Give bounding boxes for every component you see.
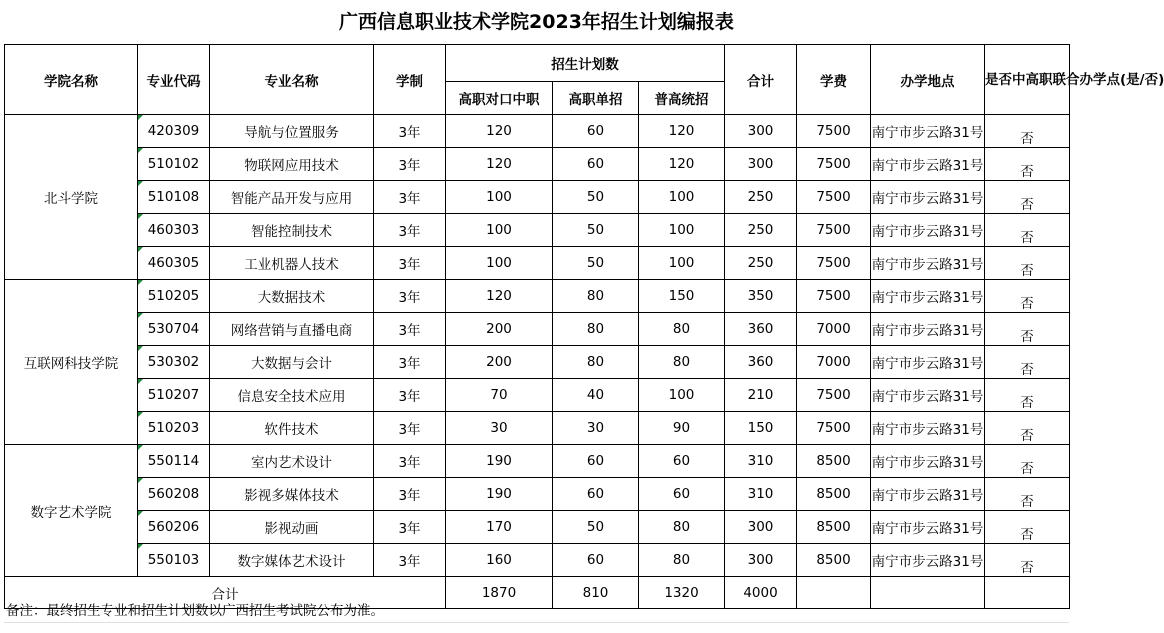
joint-flag-text: 否 bbox=[1020, 494, 1034, 510]
plan-a: 120 bbox=[446, 115, 553, 148]
major-code: 510205 bbox=[138, 280, 210, 313]
plan-a: 200 bbox=[446, 313, 553, 346]
plan-a: 120 bbox=[446, 280, 553, 313]
major-name: 数字媒体艺术设计 bbox=[210, 544, 374, 577]
duration: 3年 bbox=[374, 478, 446, 511]
row-total: 210 bbox=[725, 379, 797, 412]
plan-c: 80 bbox=[639, 346, 725, 379]
plan-c: 150 bbox=[639, 280, 725, 313]
header-row bbox=[5, 45, 1070, 82]
header-plan-a: 高职对口中职 bbox=[446, 82, 553, 115]
table-row bbox=[5, 346, 1070, 379]
joint-flag-text: 否 bbox=[1020, 230, 1034, 246]
location: 南宁市步云路31号 bbox=[871, 379, 985, 412]
major-code: 460303 bbox=[138, 214, 210, 247]
major-name: 影视动画 bbox=[210, 511, 374, 544]
major-code: 550114 bbox=[138, 445, 210, 478]
major-code: 510203 bbox=[138, 412, 210, 445]
location: 南宁市步云路31号 bbox=[871, 280, 985, 313]
plan-b: 50 bbox=[553, 181, 639, 214]
tuition-fee: 7500 bbox=[797, 214, 871, 247]
major-code: 560208 bbox=[138, 478, 210, 511]
joint-flag bbox=[985, 115, 1070, 148]
plan-a: 70 bbox=[446, 379, 553, 412]
joint-flag bbox=[985, 544, 1070, 577]
plan-c: 80 bbox=[639, 544, 725, 577]
row-total: 250 bbox=[725, 247, 797, 280]
sheet-gridline bbox=[4, 622, 1069, 633]
joint-flag-text: 否 bbox=[1020, 428, 1034, 444]
joint-flag bbox=[985, 379, 1070, 412]
table-body bbox=[5, 115, 1070, 577]
major-code: 420309 bbox=[138, 115, 210, 148]
plan-b: 50 bbox=[553, 214, 639, 247]
totals-plan-c: 1320 bbox=[639, 577, 725, 609]
plan-c: 80 bbox=[639, 313, 725, 346]
major-code: 530302 bbox=[138, 346, 210, 379]
plan-c: 100 bbox=[639, 247, 725, 280]
major-name: 影视多媒体技术 bbox=[210, 478, 374, 511]
joint-flag-text: 否 bbox=[1020, 197, 1034, 213]
major-code: 510207 bbox=[138, 379, 210, 412]
location: 南宁市步云路31号 bbox=[871, 115, 985, 148]
totals-joint-empty bbox=[985, 577, 1070, 609]
header-college: 学院名称 bbox=[5, 45, 138, 115]
joint-flag bbox=[985, 148, 1070, 181]
header-total: 合计 bbox=[725, 45, 797, 115]
location: 南宁市步云路31号 bbox=[871, 445, 985, 478]
table-row bbox=[5, 445, 1070, 478]
plan-b: 40 bbox=[553, 379, 639, 412]
joint-flag-text: 否 bbox=[1020, 527, 1034, 543]
row-total: 150 bbox=[725, 412, 797, 445]
tuition-fee: 7500 bbox=[797, 115, 871, 148]
plan-b: 80 bbox=[553, 346, 639, 379]
joint-flag bbox=[985, 214, 1070, 247]
major-name: 工业机器人技术 bbox=[210, 247, 374, 280]
location: 南宁市步云路31号 bbox=[871, 181, 985, 214]
plan-b: 50 bbox=[553, 247, 639, 280]
college-name: 互联网科技学院 bbox=[5, 280, 138, 445]
duration: 3年 bbox=[374, 115, 446, 148]
row-total: 300 bbox=[725, 511, 797, 544]
duration: 3年 bbox=[374, 379, 446, 412]
major-name: 智能控制技术 bbox=[210, 214, 374, 247]
joint-flag bbox=[985, 280, 1070, 313]
tuition-fee: 7500 bbox=[797, 181, 871, 214]
duration: 3年 bbox=[374, 313, 446, 346]
page-title: 广西信息职业技术学院2023年招生计划编报表 bbox=[339, 11, 734, 33]
plan-b: 60 bbox=[553, 148, 639, 181]
major-name: 室内艺术设计 bbox=[210, 445, 374, 478]
plan-c: 100 bbox=[639, 181, 725, 214]
row-total: 310 bbox=[725, 445, 797, 478]
tuition-fee: 7500 bbox=[797, 280, 871, 313]
row-total: 360 bbox=[725, 313, 797, 346]
duration: 3年 bbox=[374, 412, 446, 445]
location: 南宁市步云路31号 bbox=[871, 148, 985, 181]
major-code: 510102 bbox=[138, 148, 210, 181]
duration: 3年 bbox=[374, 247, 446, 280]
header-location: 办学地点 bbox=[871, 45, 985, 115]
tuition-fee: 7000 bbox=[797, 313, 871, 346]
joint-flag bbox=[985, 511, 1070, 544]
major-name: 网络营销与直播电商 bbox=[210, 313, 374, 346]
duration: 3年 bbox=[374, 445, 446, 478]
plan-c: 60 bbox=[639, 478, 725, 511]
table-row bbox=[5, 148, 1070, 181]
plan-a: 120 bbox=[446, 148, 553, 181]
table-row bbox=[5, 214, 1070, 247]
row-total: 310 bbox=[725, 478, 797, 511]
joint-flag bbox=[985, 181, 1070, 214]
location: 南宁市步云路31号 bbox=[871, 412, 985, 445]
location: 南宁市步云路31号 bbox=[871, 511, 985, 544]
plan-b: 60 bbox=[553, 115, 639, 148]
major-code: 560206 bbox=[138, 511, 210, 544]
plan-b: 30 bbox=[553, 412, 639, 445]
location: 南宁市步云路31号 bbox=[871, 313, 985, 346]
joint-flag-text: 否 bbox=[1020, 560, 1034, 576]
tuition-fee: 7500 bbox=[797, 412, 871, 445]
plan-c: 100 bbox=[639, 379, 725, 412]
plan-a: 100 bbox=[446, 214, 553, 247]
location: 南宁市步云路31号 bbox=[871, 346, 985, 379]
tuition-fee: 8500 bbox=[797, 478, 871, 511]
plan-a: 190 bbox=[446, 478, 553, 511]
joint-flag-text: 否 bbox=[1020, 395, 1034, 411]
joint-flag-text: 否 bbox=[1020, 296, 1034, 312]
totals-total: 4000 bbox=[725, 577, 797, 609]
plan-a: 200 bbox=[446, 346, 553, 379]
plan-c: 120 bbox=[639, 148, 725, 181]
plan-c: 60 bbox=[639, 445, 725, 478]
plan-c: 90 bbox=[639, 412, 725, 445]
header-plan-b: 高职单招 bbox=[553, 82, 639, 115]
joint-flag bbox=[985, 412, 1070, 445]
tuition-fee: 8500 bbox=[797, 544, 871, 577]
row-total: 250 bbox=[725, 181, 797, 214]
row-total: 300 bbox=[725, 115, 797, 148]
major-name: 导航与位置服务 bbox=[210, 115, 374, 148]
tuition-fee: 7000 bbox=[797, 346, 871, 379]
row-total: 350 bbox=[725, 280, 797, 313]
major-code: 550103 bbox=[138, 544, 210, 577]
joint-flag bbox=[985, 346, 1070, 379]
table-row bbox=[5, 544, 1070, 577]
table-row bbox=[5, 379, 1070, 412]
joint-flag bbox=[985, 478, 1070, 511]
joint-flag-text: 否 bbox=[1020, 131, 1034, 147]
row-total: 250 bbox=[725, 214, 797, 247]
plan-b: 50 bbox=[553, 511, 639, 544]
table-row bbox=[5, 247, 1070, 280]
major-name: 物联网应用技术 bbox=[210, 148, 374, 181]
plan-b: 60 bbox=[553, 478, 639, 511]
duration: 3年 bbox=[374, 511, 446, 544]
major-name: 软件技术 bbox=[210, 412, 374, 445]
plan-a: 30 bbox=[446, 412, 553, 445]
plan-b: 80 bbox=[553, 280, 639, 313]
table-row bbox=[5, 115, 1070, 148]
joint-flag-text: 否 bbox=[1020, 329, 1034, 345]
row-total: 300 bbox=[725, 544, 797, 577]
totals-location-empty bbox=[871, 577, 985, 609]
totals-plan-b: 810 bbox=[553, 577, 639, 609]
location: 南宁市步云路31号 bbox=[871, 544, 985, 577]
table-row bbox=[5, 412, 1070, 445]
plan-a: 100 bbox=[446, 181, 553, 214]
header-major: 专业名称 bbox=[210, 45, 374, 115]
major-name: 大数据技术 bbox=[210, 280, 374, 313]
plan-a: 160 bbox=[446, 544, 553, 577]
plan-c: 100 bbox=[639, 214, 725, 247]
duration: 3年 bbox=[374, 544, 446, 577]
duration: 3年 bbox=[374, 346, 446, 379]
major-name: 信息安全技术应用 bbox=[210, 379, 374, 412]
table-row bbox=[5, 181, 1070, 214]
footnote: 备注：最终招生专业和招生计划数以广西招生考试院公布为准。 bbox=[6, 603, 384, 619]
joint-flag-text: 否 bbox=[1020, 362, 1034, 378]
plan-a: 190 bbox=[446, 445, 553, 478]
plan-b: 60 bbox=[553, 544, 639, 577]
row-total: 300 bbox=[725, 148, 797, 181]
row-total: 360 bbox=[725, 346, 797, 379]
table-row bbox=[5, 313, 1070, 346]
joint-flag bbox=[985, 313, 1070, 346]
enrollment-plan-table bbox=[4, 44, 1164, 609]
duration: 3年 bbox=[374, 280, 446, 313]
major-name: 智能产品开发与应用 bbox=[210, 181, 374, 214]
college-name: 数字艺术学院 bbox=[5, 445, 138, 577]
table-row bbox=[5, 280, 1070, 313]
plan-c: 80 bbox=[639, 511, 725, 544]
header-code: 专业代码 bbox=[138, 45, 210, 115]
header-joint: 是否中高职联合办学点(是/否) bbox=[985, 45, 1070, 115]
tuition-fee: 8500 bbox=[797, 511, 871, 544]
location: 南宁市步云路31号 bbox=[871, 214, 985, 247]
totals-plan-a: 1870 bbox=[446, 577, 553, 609]
duration: 3年 bbox=[374, 214, 446, 247]
joint-flag bbox=[985, 247, 1070, 280]
totals-fee-empty bbox=[797, 577, 871, 609]
header-duration: 学制 bbox=[374, 45, 446, 115]
location: 南宁市步云路31号 bbox=[871, 478, 985, 511]
plan-c: 120 bbox=[639, 115, 725, 148]
joint-flag-text: 否 bbox=[1020, 164, 1034, 180]
duration: 3年 bbox=[374, 148, 446, 181]
college-name: 北斗学院 bbox=[5, 115, 138, 280]
header-fee: 学费 bbox=[797, 45, 871, 115]
table-row bbox=[5, 478, 1070, 511]
joint-flag-text: 否 bbox=[1020, 263, 1034, 279]
plan-b: 60 bbox=[553, 445, 639, 478]
tuition-fee: 7500 bbox=[797, 247, 871, 280]
duration: 3年 bbox=[374, 181, 446, 214]
tuition-fee: 7500 bbox=[797, 148, 871, 181]
joint-flag bbox=[985, 445, 1070, 478]
location: 南宁市步云路31号 bbox=[871, 247, 985, 280]
tuition-fee: 7500 bbox=[797, 379, 871, 412]
major-name: 大数据与会计 bbox=[210, 346, 374, 379]
table-row bbox=[5, 511, 1070, 544]
header-plan-c: 普高统招 bbox=[639, 82, 725, 115]
totals-label: 合计 bbox=[5, 577, 446, 609]
header-plan-group: 招生计划数 bbox=[446, 45, 725, 82]
plan-a: 170 bbox=[446, 511, 553, 544]
plan-a: 100 bbox=[446, 247, 553, 280]
major-code: 510108 bbox=[138, 181, 210, 214]
major-code: 530704 bbox=[138, 313, 210, 346]
tuition-fee: 8500 bbox=[797, 445, 871, 478]
plan-b: 80 bbox=[553, 313, 639, 346]
major-code: 460305 bbox=[138, 247, 210, 280]
joint-flag-text: 否 bbox=[1020, 461, 1034, 477]
